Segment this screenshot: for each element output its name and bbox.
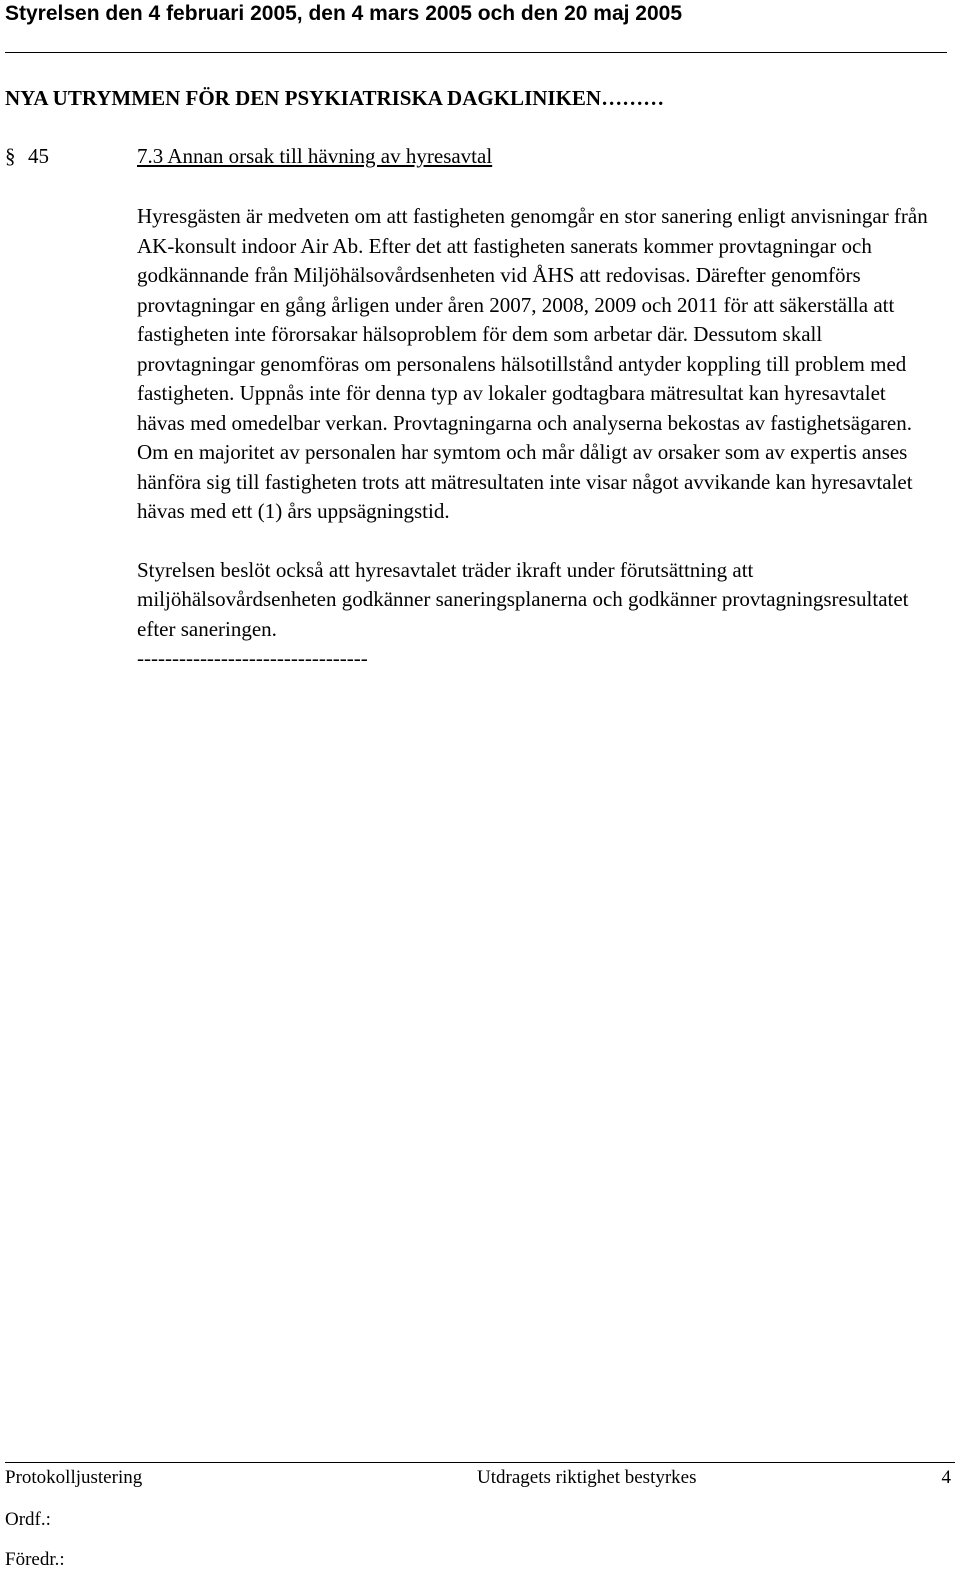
body-paragraph-1: Hyresgästen är medveten om att fastigheten genomgår en stor sanering enligt anvisningar från AK-konsult indoor Air Ab. Efter det att fastigheten sanerats kommer provtagningar och godkännande från Miljöhälsovårdsenheten vid ÅHS att redovisas. Därefter genomförs provtagningar en gång årligen under åren 2007, 2008, 2009 och 2011 för att säkerställa att fastigheten inte förorsakar hälsoproblem för dem som arbetar där. Dessutom skall provtagningar genomföras om personalens hälsotillstånd antyder koppling till problem med fastigheten. Uppnås inte för denna typ av lokaler godtagbara mätresultat kan hyresavtalet hävas med omedelbar verkan. Provtagningarna och analyserna bekostas av fastighetsägaren. (137, 204, 928, 435)
paragraph-heading: 7.3 Annan orsak till hävning av hyresavtal (137, 144, 493, 168)
body-paragraph-3: Styrelsen beslöt också att hyresavtalet träder ikraft under förutsättning att miljöhälsovårdsenheten godkänner saneringsplanerna och godkänner provtagningsresultatet efter saneringen. (137, 557, 909, 641)
footer-protokolljustering: Protokolljustering (5, 1467, 143, 1488)
body-paragraph-2: Om en majoritet av personalen har symtom och mår dåligt av orsaker som av expertis anses hänföra sig till fastigheten trots att mätresultaten inte visar något avvikande kan hyresavtalet hävas med ett (1) års uppsägningstid. (137, 440, 913, 523)
footer-ordf-label: Ordf.: (5, 1509, 51, 1530)
dash-divider: --------------------------------- (137, 646, 368, 670)
paragraph-number: 45 (28, 144, 49, 168)
paragraph-spacer (137, 527, 937, 556)
page-number: 4 (941, 1467, 951, 1488)
footer-certification: Utdragets riktighet bestyrkes (477, 1467, 697, 1488)
section-title: NYA UTRYMMEN FÖR DEN PSYKIATRISKA DAGKLINIKEN……… (5, 86, 665, 110)
page-header (5, 0, 947, 53)
page-footer (5, 1462, 955, 1573)
paragraph-row (5, 144, 945, 174)
footer-foredr-label: Föredr.: (5, 1549, 65, 1570)
footer-row (5, 1467, 955, 1495)
paragraph-sign: § (5, 144, 16, 168)
header-title: Styrelsen den 4 februari 2005, den 4 mars 2005 och den 20 maj 2005 (5, 2, 683, 25)
body-text (137, 202, 937, 674)
